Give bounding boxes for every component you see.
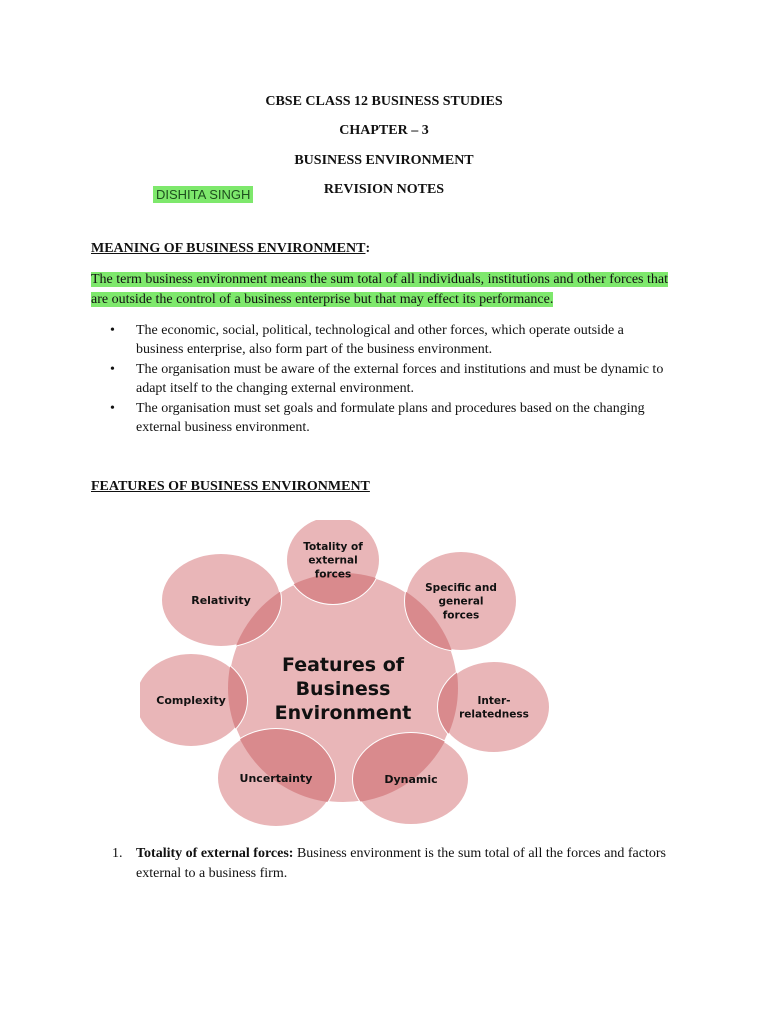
list-item bbox=[110, 399, 670, 437]
item-text: Business environment is the sum total of all the forces and factors external to a business firm. bbox=[136, 846, 666, 881]
item-term: Totality of external forces: bbox=[136, 846, 294, 861]
meaning-bullet-list bbox=[110, 321, 670, 438]
meaning-heading bbox=[91, 241, 370, 257]
notes-label: REVISION NOTES bbox=[323, 182, 445, 197]
item-number: 1. bbox=[112, 846, 123, 861]
feature-node-label: Inter-relatedness bbox=[459, 694, 529, 721]
features-heading: FEATURES OF BUSINESS ENVIRONMENT bbox=[91, 479, 370, 494]
item-body bbox=[112, 844, 692, 884]
center-label: Features of Business Environment bbox=[274, 654, 412, 724]
bullet-icon: • bbox=[110, 401, 115, 416]
feature-node-label: Uncertainty bbox=[239, 771, 313, 785]
feature-node-label: Complexity bbox=[156, 693, 226, 707]
meaning-definition bbox=[91, 270, 681, 310]
list-item bbox=[110, 321, 670, 359]
feature-node-label: Totality of external forces bbox=[303, 541, 363, 581]
meaning-heading-text: MEANING OF BUSINESS ENVIRONMENT bbox=[91, 241, 366, 256]
bullet-icon: • bbox=[110, 323, 115, 338]
bullet-text: The organisation must be aware of the external forces and institutions and must be dynamic to adapt itself to the changing external environment. bbox=[136, 362, 664, 396]
bullet-text: The economic, social, political, technological and other forces, which operate outside a business enterprise, also form part of the business environment. bbox=[136, 323, 624, 357]
author-name: DISHITA SINGH bbox=[153, 186, 253, 203]
feature-node-label: Relativity bbox=[191, 593, 251, 607]
list-item bbox=[110, 360, 670, 398]
feature-node-label: Dynamic bbox=[384, 772, 438, 786]
chapter-title: BUSINESS ENVIRONMENT bbox=[294, 153, 474, 168]
bullet-text: The organisation must set goals and formulate plans and procedures based on the changing external business environment. bbox=[136, 401, 645, 435]
feature-item-1 bbox=[112, 844, 692, 884]
meaning-definition-text: The term business environment means the sum total of all individuals, institutions and other forces that are outside the control of a business enterprise but that may effect its performance. bbox=[91, 272, 669, 307]
feature-node-overlap bbox=[438, 661, 550, 753]
features-diagram bbox=[140, 520, 560, 830]
chapter-number: CHAPTER – 3 bbox=[339, 123, 429, 138]
feature-node-label: Specific and general forces bbox=[425, 582, 497, 622]
bullet-icon: • bbox=[110, 362, 115, 377]
meaning-heading-colon: : bbox=[365, 241, 371, 256]
document-title: CBSE CLASS 12 BUSINESS STUDIES bbox=[265, 94, 503, 109]
